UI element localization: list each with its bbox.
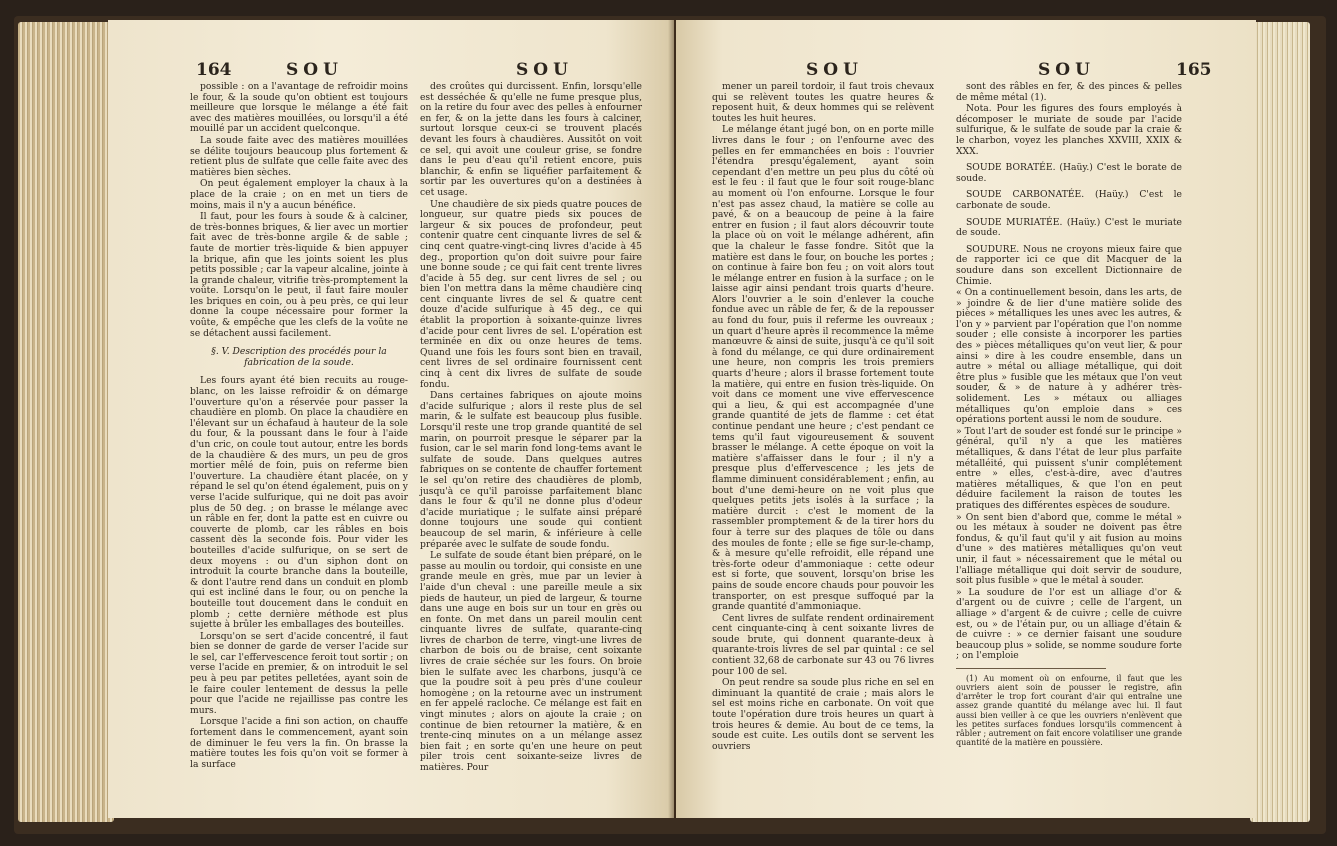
footnote: (1) Au moment où on enfourne, il faut que les ouvriers aient soin de pousser le registre, afin d'arrêter le trop fort courant d'air qui entraîne une assez grande quantité du mélange avec lui. Il faut aussi bien veiller à ce que les ouvriers n'enlèvent que les petites surfaces fondues lorsqu'ils commencent à râbler ; autrement on fait encore volatiliser une grande quantité de la matière en poussière. [956,673,1182,748]
paragraph: mener un pareil tordoir, il faut trois chevaux qui se relèvent toutes les quatre heures & reposent huit, & deux hommes qui se relèvent toutes les huit heures. [712,81,934,124]
right-page-edges [1250,22,1310,822]
paragraph: Cent livres de sulfate rendent ordinairement cent cinquante-cinq à cent soixante livres de soude brute, qui donnent quarante-deux à quarante-trois livres de sel par quintal : ce sel contient 32,68 de carbonate sur 43 ou 76 livres pour 100 de sel. [712,612,934,677]
paragraph: Lorsqu'on se sert d'acide concentré, il faut bien se donner de garde de verser l'acide sur le sel, car l'effervescence feroit tout sortir ; on verse l'acide en premier, & on introduit le sel peu à peu par petites pelletées, ayant soin de le faire couler lentement de dessus la pelle pour que l'acide ne rejaillisse pas contre les murs. [190,630,408,716]
paragraph: On peut également employer la chaux à la place de la craie ; on en met un tiers de moins, mais il n'y a aucun bénéfice. [190,178,408,211]
footnote-rule [956,668,1106,669]
right-running-head-2: SOU [1038,60,1095,80]
paragraph: » Tout l'art de souder est fondé sur le principe » général, qu'il n'y a que les matières métalliques, & dans l'état de leur plus parfaite métalléité, qui puissent s'unir complétement entre » elles, c'est-à-dire, avec d'autres matières métalliques, & que l'on en peut déduire facilement la raison de toutes les pratiques des différentes espèces de soudure. [956,425,1182,511]
left-running-head-1: SOU [286,60,343,80]
macquer-quotation [956,288,1182,662]
paragraph: Il faut, pour les fours à soude & à calciner, de très-bonnes briques, & lier avec un mortier fait avec de très-bonne argile & de sable ; faute de mortier très-liquide & bien appuyer la brique, afin que les joints soient les plus petits possible ; car la vapeur alcaline, jointe à la grande chaleur, vitrifie très-promptement la voûte. Lorsqu'on le peut, il faut faire mouler les briques en coin, ou à peu près, ce qui leur donne la coupe nécessaire pour former la voûte, & empêche que les clefs de la voûte ne se détachent aussi facilement. [190,211,408,339]
left-page [108,20,674,818]
paragraph: » On sent bien d'abord que, comme le métal » ou les métaux à souder ne doivent pas être fondus, & qu'il faut qu'il y ait fusion au moins d'une » des matières métalliques qu'on veut unir, il faut » nécessairement que le métal ou l'alliage métallique qui doit servir de soudure, soit plus fusible » que le métal à souder. [956,511,1182,587]
right-column-1 [712,82,934,753]
right-page-number: 165 [1176,60,1212,80]
left-running-head-2: SOU [516,60,573,80]
paragraph: Le sulfate de soude étant bien préparé, on le passe au moulin ou tordoir, qui consiste en une grande meule en grès, mue par un levier à l'aide d'un cheval : une pareille meule a six pieds de hauteur, un pied de largeur, & tourne dans une auge en bois sur un tour en grès ou en fonte. On met dans un pareil moulin cent cinquante livres de sulfate, quarante-cinq livres de charbon de terre, vingt-une livres de charbon de bois ou de braise, cent soixante livres de craie séchée sur les fours. On broie bien le sulfate avec les charbons, jusqu'à ce que la poudre soit à peu près d'une couleur homogène ; on la retourne avec un instrument en fer appelé racloche. Ce mélange est fait en vingt minutes ; alors on ajoute la craie ; on continue de bien retourner la matière, & en trente-cinq minutes on a un mélange assez bien fait ; en sorte qu'en une heure on peut piler trois cent soixante-seize livres de matières. Pour [420,550,642,773]
paragraph: « On a continuellement besoin, dans les arts, de » joindre & de lier d'une matière solide des pièces » métalliques les unes avec les autres, & l'on y » parvient par l'opération que l'on nomme souder ; elle consiste à incorporer les parties des » pièces métalliques qu'on veut lier, & pour ainsi » dire à les coudre ensemble, dans un autre » métal ou alliage métallique, qui doit être plus » fusible que les métaux que l'on veut souder, & » de nature à y adhérer très-solidement. Les » métaux ou alliages métalliques qu'on emploie dans » ces opérations portent aussi le nom de soudure. [956,287,1182,426]
paragraph: Les fours ayant été bien recuits au rouge-blanc, on les laisse refroidir & on démarge l'ouverture qu'on a réservée pour passer la chaudière en plomb. On place la chaudière en l'élevant sur un échafaud à hauteur de la sole du four, & la poussant dans le four à l'aide d'un cric, on coule tout autour, entre les bords de la chaudière & des murs, un peu de gros mortier mêlé de foin, puis on referme bien l'ouverture. La chaudière étant placée, on y répand le sel qu'on étend également, puis on y verse l'acide sulfurique, qui ne doit pas avoir plus de 50 deg. ; on brasse le mélange avec un râble en fer, dont la patte est en cuivre ou couverte de plomb, car les râbles en bois cassent dès la seconde fois. Pour vider les bouteilles d'acide sulfurique, on se sert de deux moyens : ou d'un siphon dont on introduit la courte branche dans la bouteille, & dont l'autre rend dans un conduit en plomb qui est incliné dans le four, ou on penche la bouteille tout doucement dans le conduit en plomb ; cette dernière méthode est plus sujette à brûler les emballages des bouteilles. [190,375,408,631]
paragraph: Nota. Pour les figures des fours employés à décomposer le muriate de soude par l'acide sulfurique, & le sulfate de soude par la craie & le charbon, voyez les planches XXVIII, XXIX & XXX. [956,103,1182,157]
section-heading: §. V. Description des procédés pour la fabrication de la soude. [211,346,387,368]
left-page-number: 164 [196,60,232,80]
right-column-2 [956,82,1182,749]
paragraph: On peut rendre sa soude plus riche en sel en diminuant la quantité de craie ; mais alors le sel est moins riche en carbonate. On voit que toute l'opération dure trois heures un quart à trois heures & demie. Au bout de ce tems, la soude est cuite. Les outils dont se servent les ouvriers [712,677,934,752]
entry-soude-muriatee: SOUDE MURIATÉE. (Haüy.) C'est le muriate de soude. [956,216,1182,239]
paragraph: possible : on a l'avantage de refroidir moins le four, & la soude qu'on obtient est toujours meilleure que lorsque le mélange a été fait avec des matières mouillées, ou lorsqu'il a été mouillé par un accident quelconque. [190,81,408,135]
right-running-head-1: SOU [806,60,863,80]
entry-soude-carbonatee: SOUDE CARBONATÉE. (Haüy.) C'est le carbonate de soude. [956,189,1182,211]
left-page-edges [18,22,114,822]
paragraph: Le mélange étant jugé bon, on en porte mille livres dans le four ; on l'enfourne avec des pelles en fer emmanchées en bois : l'ouvrier l'étendra presqu'également, ayant soin cependant d'en mettre un peu plus du côté où est le feu : il faut que le four soit rouge-blanc au moment où l'on enfourne. Lorsque le four n'est pas assez chaud, la matière se colle au pavé, & on a beaucoup de peine à la faire entrer en fusion ; il faut alors découvrir toute la place où on voit le mélange adhérent, afin que la chaleur le fasse fondre. Sitôt que la matière est dans le four, on bouche les portes ; on continue à faire bon feu ; on voit alors tout le mélange entrer en fusion à la surface ; on le laisse agir ainsi pendant trois quarts d'heure. Alors l'ouvrier a le soin d'enlever la couche fondue avec un râble de fer, & de la repousser au fond du four, puis il referme les ouvreaux ; un quart d'heure après il recommence la même manœuvre & ainsi de suite, jusqu'à ce qu'il soit à fond du mélange, ce qui dure ordinairement une heure, non compris les trois premiers quarts d'heure ; alors il brasse fortement toute la matière, qui entre en fusion très-liquide. On voit dans ce moment une vive effervescence qui a lieu, & qui est accompagnée d'une grande quantité de jets de flamme : cet état continue pendant une heure ; c'est pendant ce tems qu'il faut vigoureusement & souvent brasser le mélange. A cette époque on voit la matière s'affaisser dans le four ; il n'y a presque plus d'effervescence ; les jets de flamme diminuent considérablement ; enfin, au bout d'une demi-heure on ne voit plus que quelques petits jets isolés à la surface ; la matière durcit : c'est le moment de la rassembler promptement & de la tirer hors du four à terre sur des plaques de tôle ou dans des moules de fonte ; elle se fige sur-le-champ, & à mesure qu'elle refroidit, elle répand une très-forte odeur d'ammoniaque : cette odeur est si forte, que souvent, lorsqu'on brise les pains de soude encore chauds pour pouvoir les transporter, on est presque suffoqué par la grande quantité d'ammoniaque. [712,124,934,613]
left-column-2 [420,82,642,775]
paragraph: sont des râbles en fer, & des pinces & pelles de même métal (1). [956,81,1182,103]
paragraph: La soude faite avec des matières mouillées se délite toujours beaucoup plus fortement & retient plus de sulfate que celle faite avec des matières bien sèches. [190,134,408,178]
entry-soude-boratee: SOUDE BORATÉE. (Haüy.) C'est le borate de soude. [956,162,1182,184]
paragraph: » La soudure de l'or est un alliage d'or & d'argent ou de cuivre ; celle de l'argent, un alliage » d'argent & de cuivre ; celle de cuivre est, ou » de l'étain pur, ou un alliage d'étain & de cuivre : » ce dernier faisant une soudure beaucoup plus » solide, se nomme soudure forte ; on l'emploie [956,586,1182,662]
left-column-1 [190,82,408,771]
entry-soudure: SOUDURE. Nous ne croyons mieux faire que de rapporter ici ce que dit Macquer de la soudure dans son excellent Dictionnaire de Chimie. [956,243,1182,287]
paragraph: Une chaudière de six pieds quatre pouces de longueur, sur quatre pieds six pouces de largeur & six pouces de profondeur, peut contenir quatre cent cinquante livres de sel & cinq cent quatre-vingt-cinq livres d'acide à 45 deg., proportion qu'on doit suivre pour faire une bonne soude ; ce qui fait cent trente livres d'acide à 55 deg. sur cent livres de sel ; ou bien l'on mettra dans la même chaudière cinq cent cinquante livres de sel & quatre cent douze d'acide sulfurique à 45 deg., ce qui établit la proportion à soixante-quinze livres d'acide pour cent livres de sel. L'opération est terminée en dix ou onze heures de tems. Quand une fois les fours sont bien en travail, cent livres de sel ordinaire fournissent cent cinq à cent dix livres de sulfate de soude fondu. [420,198,642,390]
paragraph: Dans certaines fabriques on ajoute moins d'acide sulfurique ; alors il reste plus de sel marin, & le sulfate est beaucoup plus fusible. Lorsqu'il reste une trop grande quantité de sel marin, on pourroit presque le séparer par la fusion, car le sel marin fond long-tems avant le sulfate de soude. Dans quelques autres fabriques on se contente de chauffer fortement le sel qu'on retire des chaudières de plomb, jusqu'à ce qu'il paroisse parfaitement blanc dans le four & qu'il ne donne plus d'odeur d'acide muriatique ; le sulfate ainsi préparé donne toujours une soude qui contient beaucoup de sel marin, & inférieure à celle préparée avec le sulfate de soude fondu. [420,390,642,550]
paragraph: Lorsque l'acide a fini son action, on chauffe fortement dans le commencement, ayant soin de diminuer le feu vers la fin. On brasse la matière toutes les fois qu'on voit se former à la surface [190,716,408,770]
paragraph: des croûtes qui durcissent. Enfin, lorsqu'elle est desséchée & qu'elle ne fume presque plus, on la retire du four avec des pelles à enfourner en fer, & on la jette dans les fours à calciner, surtout lorsque ceux-ci se trouvent placés devant les fours à chaudières. Aussitôt on voit ce sel, qui avoit une couleur grise, se fondre dans le peu d'eau qu'il retient encore, puis blanchir, & enfin se liquéfier parfaitement & sortir par les ouvertures qu'on a destinées à cet usage. [420,81,642,198]
right-page [676,20,1256,818]
